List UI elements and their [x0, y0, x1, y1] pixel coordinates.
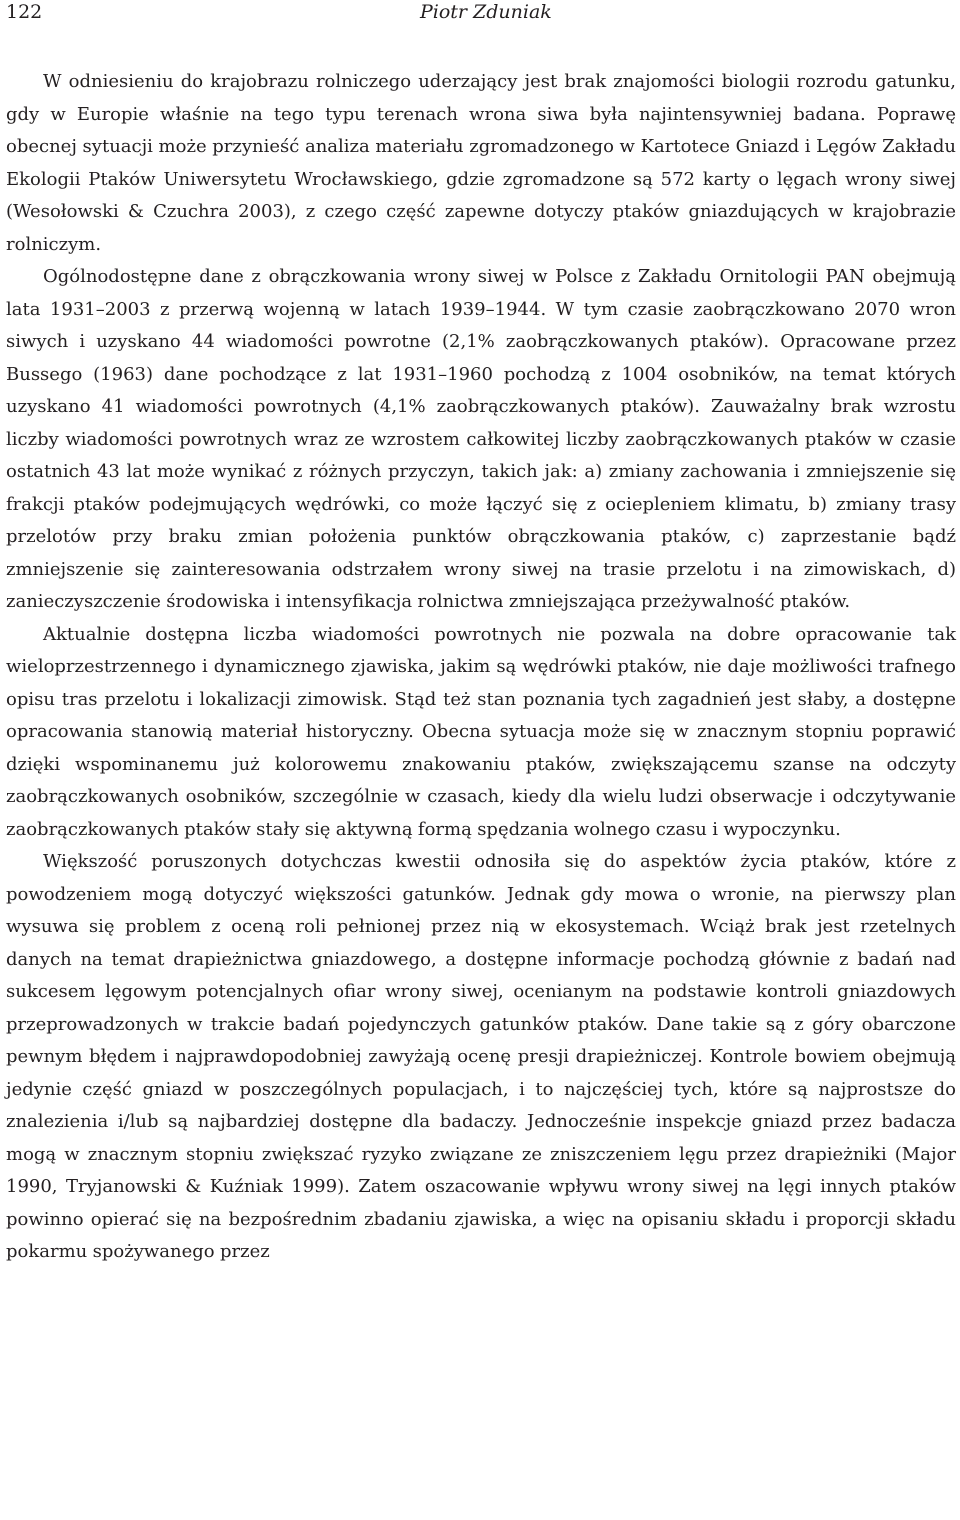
document-page: [6, 0, 956, 1520]
paragraph: W odniesieniu do krajobrazu rolniczego uderzający jest brak znajomości biologii rozrodu gatunku, gdy w Europie właśnie na tego typu terenach wrona siwa była najintensywniej badana. Poprawę obecnej sytuacji może przynieść analiza materiału zgromadzonego w Kartotece Gniazd i Lęgów Zakładu Ekologii Ptaków Uniwersytetu Wrocławskiego, gdzie zgromadzone są 572 karty o lęgach wrony siwej (Wesołowski & Czuchra 2003), z czego część zapewne dotyczy ptaków gniazdujących w krajobrazie rolniczym.: [6, 71, 956, 255]
paragraph: Ogólnodostępne dane z obrączkowania wrony siwej w Polsce z Zakładu Ornitologii PAN obejmują lata 1931–2003 z przerwą wojenną w latach 1939–1944. W tym czasie zaobrączkowano 2070 wron siwych i uzyskano 44 wiadomości powrotne (2,1% zaobrączkowanych ptaków). Opracowane przez Bussego (1963) dane pochodzące z lat 1931–1960 pochodzą z 1004 osobników, na temat których uzyskano 41 wiadomości powrotnych (4,1% zaobrączkowanych ptaków). Zauważalny brak wzrostu liczby wiadomości powrotnych wraz ze wzrostem całkowitej liczby zaobrączkowanych ptaków w czasie ostatnich 43 lat może wynikać z różnych przyczyn, takich jak: a) zmiany zachowania i zmniejszenie się frakcji ptaków podejmujących wędrówki, co może łączyć się z ociepleniem klimatu, b) zmiany trasy przelotów przy braku zmian położenia punktów obrączkowania ptaków, c) zaprzestanie bądź zmniejszenie się zainteresowania odstrzałem wrony siwej na trasie przelotu i na zimowiskach, d) zanieczyszczenie środowiska i intensyfikacja rolnictwa zmniejszająca przeżywalność ptaków.: [6, 266, 956, 612]
page-number: 122: [6, 1, 43, 23]
body-text: [6, 66, 956, 1269]
paragraph: Aktualnie dostępna liczba wiadomości powrotnych nie pozwala na dobre opracowanie tak wieloprzestrzennego i dynamicznego zjawiska, jakim są wędrówki ptaków, nie daje możliwości trafnego opisu tras przelotu i lokalizacji zimowisk. Stąd też stan poznania tych zagadnień jest słaby, a dostępne opracowania stanowią materiał historyczny. Obecna sytuacja może się w znacznym stopniu poprawić dzięki wspominanemu już kolorowemu znakowaniu ptaków, zwiększającemu szanse na odczyty zaobrączkowanych osobników, szczególnie w czasach, kiedy dla wielu ludzi obserwacje i odczytywanie zaobrączkowanych ptaków stały się aktywną formą spędzania wolnego czasu i wypoczynku.: [6, 623, 956, 840]
page-header: [6, 0, 956, 24]
running-head-author: Piotr Zduniak: [420, 1, 552, 23]
paragraph: Większość poruszonych dotychczas kwestii odnosiła się do aspektów życia ptaków, które z powodzeniem mogą dotyczyć większości gatunków. Jednak gdy mowa o wronie, na pierwszy plan wysuwa się problem z oceną roli pełnionej przez nią w ekosystemach. Wciąż brak jest rzetelnych danych na temat drapieżnictwa gniazdowego, a dostępne informacje pochodzą głównie z badań nad sukcesem lęgowym potencjalnych ofiar wrony siwej, ocenianym na podstawie kontroli gniazdowych przeprowadzonych w trakcie badań pojedynczych gatunków ptaków. Dane takie są z góry obarczone pewnym błędem i najprawdopodobniej zawyżają ocenę presji drapieżniczej. Kontrole bowiem obejmują jedynie część gniazd w poszczególnych populacjach, i to najczęściej tych, które są najprostsze do znalezienia i/lub są najbardziej dostępne dla badaczy. Jednocześnie inspekcje gniazd przez badacza mogą w znacznym stopniu zwiększać ryzyko związane ze zniszczeniem lęgu przez drapieżniki (Major 1990, Tryjanowski & Kuźniak 1999). Zatem oszacowanie wpływu wrony siwej na lęgi innych ptaków powinno opierać się na bezpośrednim zbadaniu zjawiska, a więc na opisaniu składu i proporcji składu pokarmu spożywanego przez: [6, 851, 956, 1262]
